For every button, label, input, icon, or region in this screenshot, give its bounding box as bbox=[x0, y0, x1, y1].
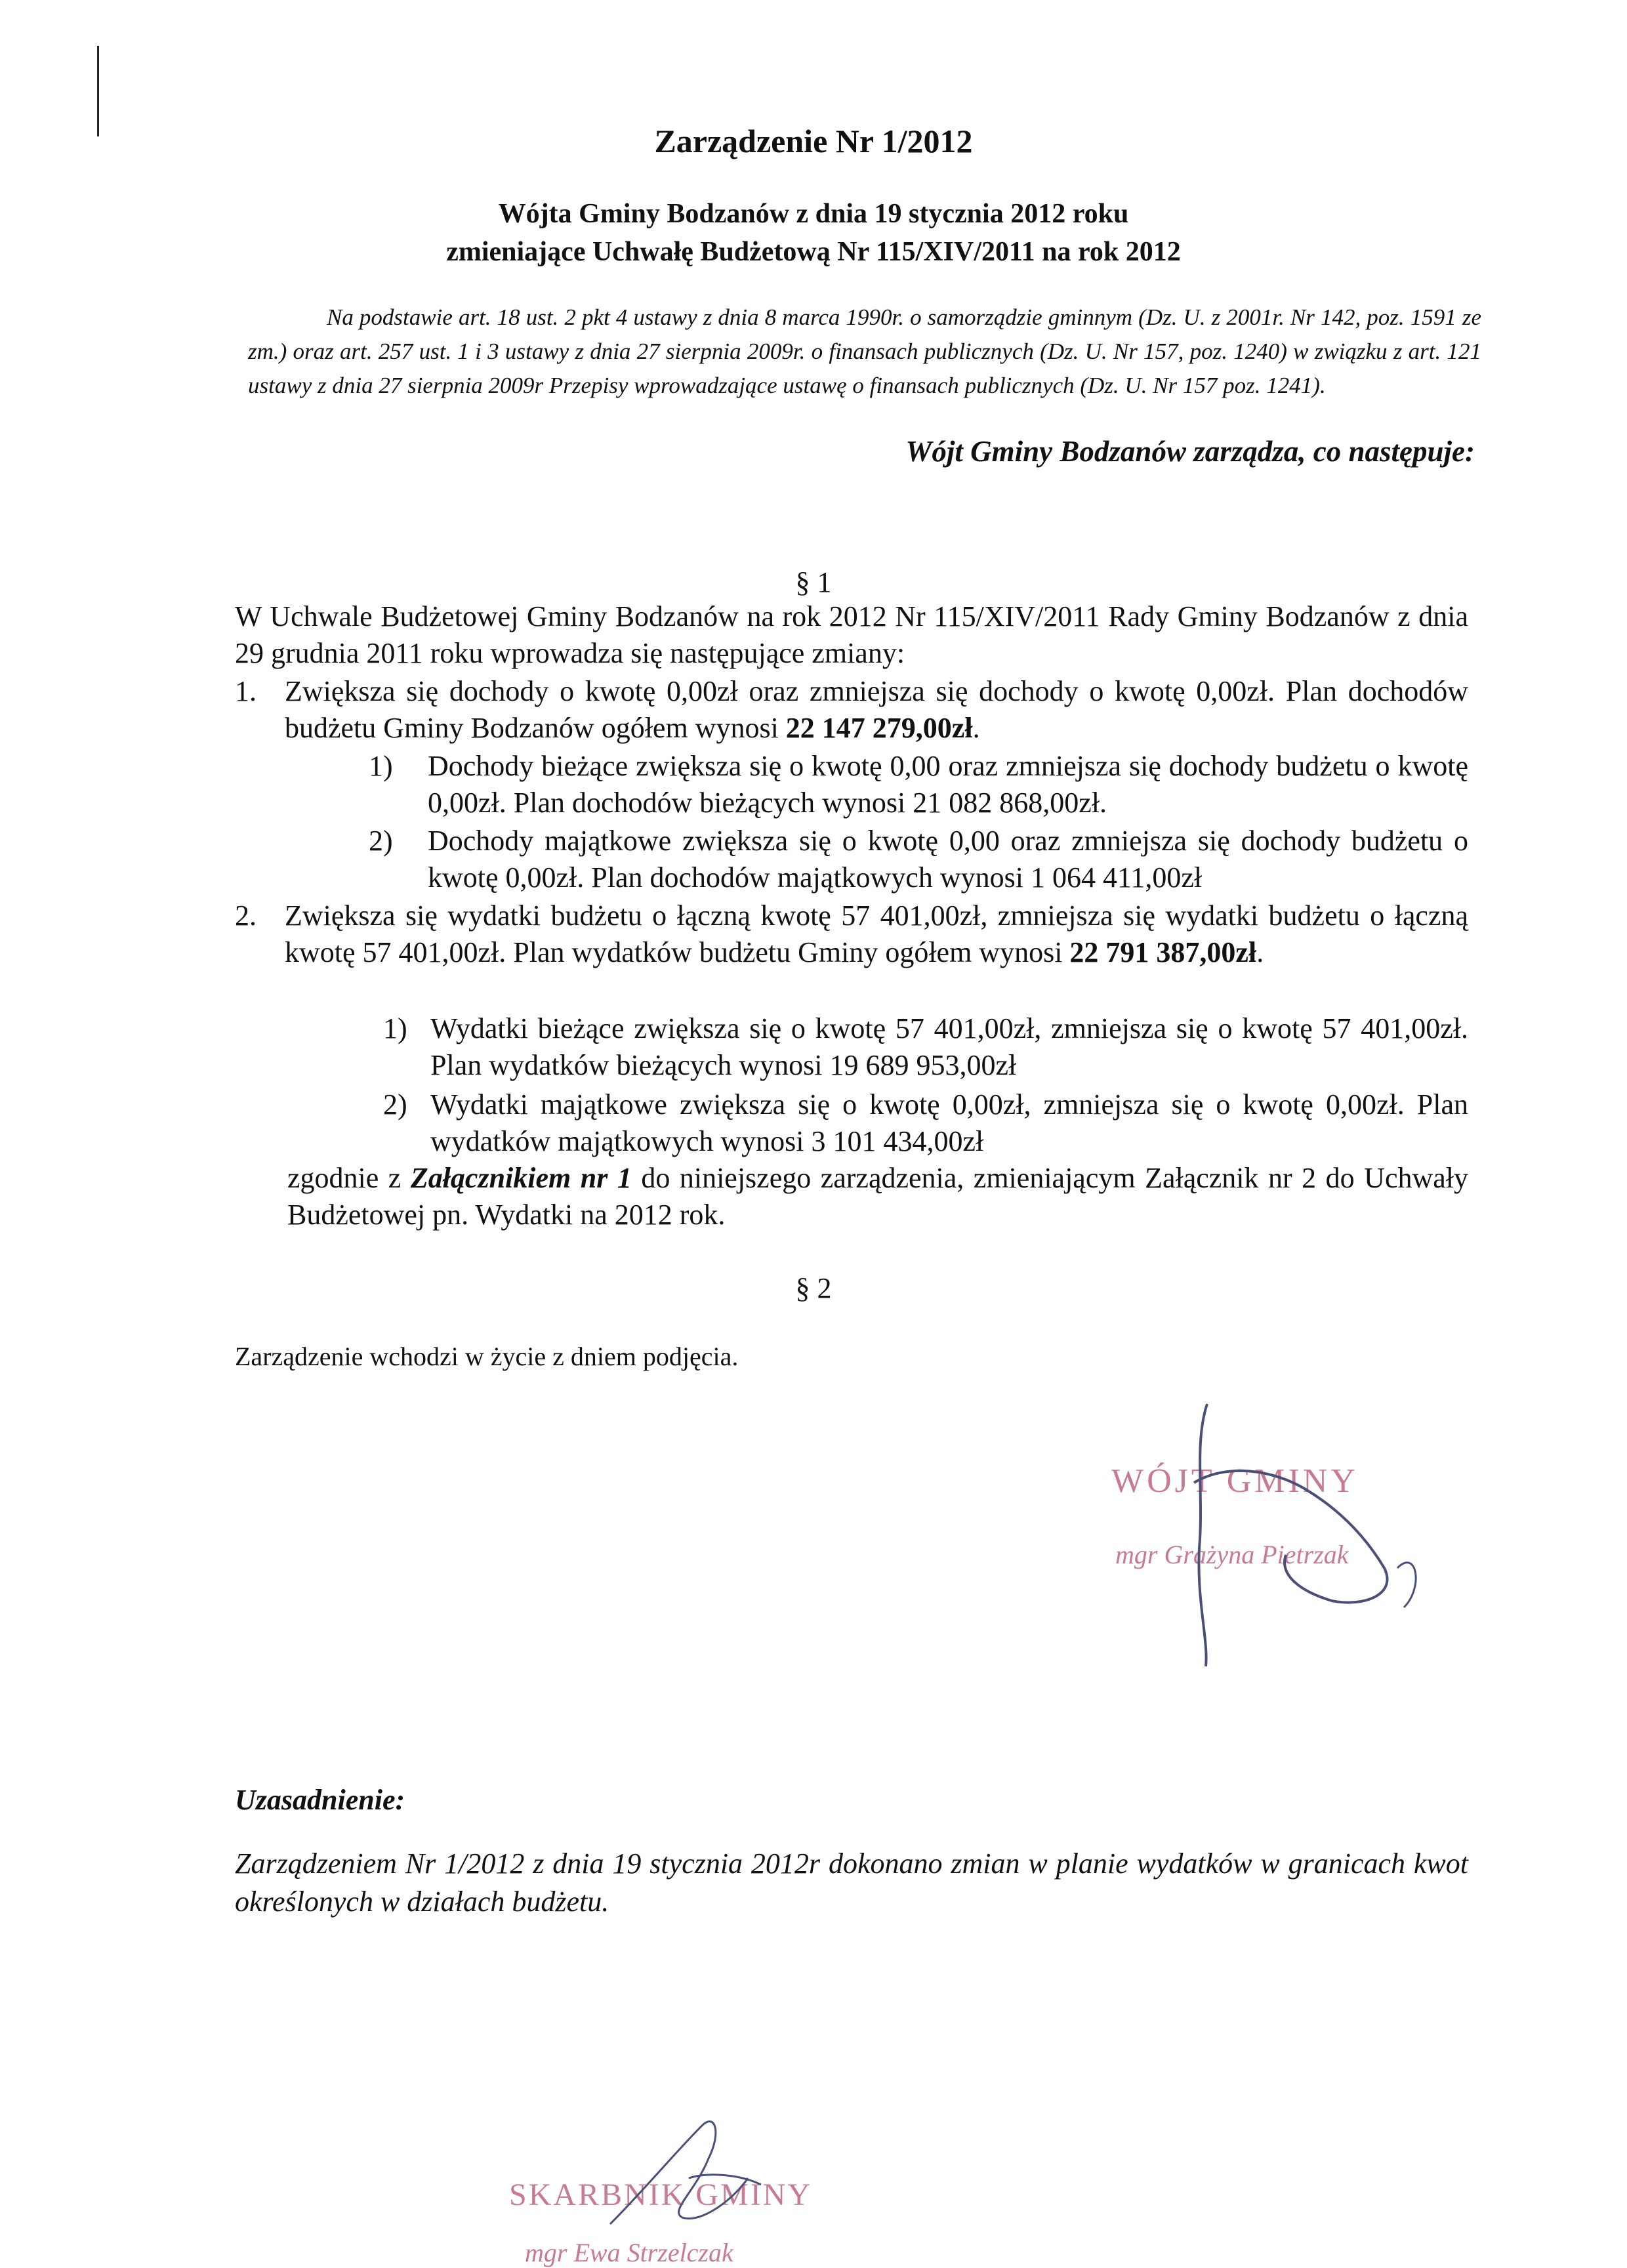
document-title: Zarządzenie Nr 1/2012 bbox=[654, 123, 973, 159]
item-2-amount: 22 791 387,00zł bbox=[1069, 936, 1257, 968]
item-2-text bbox=[285, 897, 1468, 971]
item-2-sub-2-number: 2) bbox=[383, 1088, 407, 1121]
closing-post: do niniejszego zarządzenia, zmieniającym Załącznik nr 2 do Uchwały Budżetowej pn. Wydatki na 2012 rok. bbox=[287, 1162, 1468, 1231]
stamp-name-wojt: mgr Grażyna Pietrzak bbox=[1115, 1540, 1349, 1569]
section-2-text: Zarządzenie wchodzi w życie z dniem podjęcia. bbox=[235, 1342, 739, 1371]
item-1-end: . bbox=[972, 712, 980, 744]
item-1-sub-1-number: 1) bbox=[369, 750, 393, 782]
item-2-sub-1-number: 1) bbox=[383, 1012, 407, 1044]
section-1-closing bbox=[287, 1160, 1468, 1233]
item-1-sub-2-number: 2) bbox=[369, 825, 393, 857]
justification-heading: Uzasadnienie: bbox=[235, 1784, 405, 1816]
item-1-amount: 22 147 279,00zł bbox=[785, 712, 973, 744]
stamp-title-wojt: WÓJT GMINY bbox=[1111, 1462, 1359, 1500]
section-2-mark: § 2 bbox=[795, 1272, 832, 1304]
item-2-number: 2. bbox=[235, 899, 257, 932]
item-2-body: Zwiększa się wydatki budżetu o łączną kwotę 57 401,00zł, zmniejsza się wydatki budżetu o łączną kwotę 57 401,00zł. Plan wydatków budżetu Gminy ogółem wynosi bbox=[285, 899, 1468, 968]
stamp-title-skarbnik: SKARBNIK GMINY bbox=[509, 2177, 813, 2212]
justification-text: Zarządzeniem Nr 1/2012 z dnia 19 stycznia 2012r dokonano zmian w planie wydatków w granicach kwot określonych w działach budżetu. bbox=[235, 1847, 1468, 1918]
item-1-body: Zwiększa się dochody o kwotę 0,00zł oraz zmniejsza się dochody o kwotę 0,00zł. Plan dochodów budżetu Gminy Bodzanów ogółem wynosi bbox=[285, 675, 1468, 744]
item-1-number: 1. bbox=[235, 675, 257, 707]
section-1-intro: W Uchwale Budżetowej Gminy Bodzanów na rok 2012 Nr 115/XIV/2011 Rady Gminy Bodzanów z dnia 29 grudnia 2011 roku wprowadza się następujące zmiany: bbox=[235, 600, 1468, 669]
legal-basis: Na podstawie art. 18 ust. 2 pkt 4 ustawy z dnia 8 marca 1990r. o samorządzie gminnym (Dz. U. z 2001r. Nr 142, poz. 1591 ze zm.) oraz art. 257 ust. 1 i 3 ustawy z dnia 27 sierpnia 2009r. o finansach publicznych (Dz. U. Nr 157, poz. 1240) w związku z art. 121 ustawy z dnia 27 sierpnia 2009r Przepisy wprowadzające ustawę o finansach publicznych (Dz. U. Nr 157 poz. 1241). bbox=[248, 304, 1481, 398]
signature-skarbnik bbox=[590, 2113, 827, 2244]
item-2-sub-2-text: Wydatki majątkowe zwiększa się o kwotę 0,00zł, zmniejsza się o kwotę 0,00zł. Plan wydatków majątkowych wynosi 3 101 434,00zł bbox=[430, 1088, 1468, 1157]
document-subtitle-line1: Wójta Gminy Bodzanów z dnia 19 stycznia 2012 roku bbox=[498, 199, 1129, 229]
item-2-end: . bbox=[1256, 936, 1264, 968]
item-1-sub-1-text: Dochody bieżące zwiększa się o kwotę 0,00 oraz zmniejsza się dochody budżetu o kwotę 0,00zł. Plan dochodów bieżących wynosi 21 082 868,00zł. bbox=[428, 750, 1468, 819]
decree-statement: Wójt Gminy Bodzanów zarządza, co następuje: bbox=[905, 435, 1475, 468]
closing-pre: zgodnie z bbox=[287, 1162, 411, 1194]
stamp-name-skarbnik: mgr Ewa Strzelczak bbox=[525, 2238, 733, 2267]
section-1-mark: § 1 bbox=[795, 566, 832, 598]
closing-attachment-ref: Załącznikiem nr 1 bbox=[410, 1162, 632, 1194]
item-1-text bbox=[285, 673, 1468, 747]
item-1-sub-2-text: Dochody majątkowe zwiększa się o kwotę 0,00 oraz zmniejsza się dochody budżetu o kwotę 0,00zł. Plan dochodów majątkowych wynosi 1 064 411,00zł bbox=[428, 825, 1468, 894]
item-2-sub-1-text: Wydatki bieżące zwiększa się o kwotę 57 401,00zł, zmniejsza się o kwotę 57 401,00zł. Plan wydatków bieżących wynosi 19 689 953,00zł bbox=[430, 1012, 1468, 1081]
signature-wojt bbox=[1168, 1391, 1443, 1680]
document-subtitle-line2: zmieniające Uchwałę Budżetową Nr 115/XIV/2011 na rok 2012 bbox=[446, 237, 1181, 267]
